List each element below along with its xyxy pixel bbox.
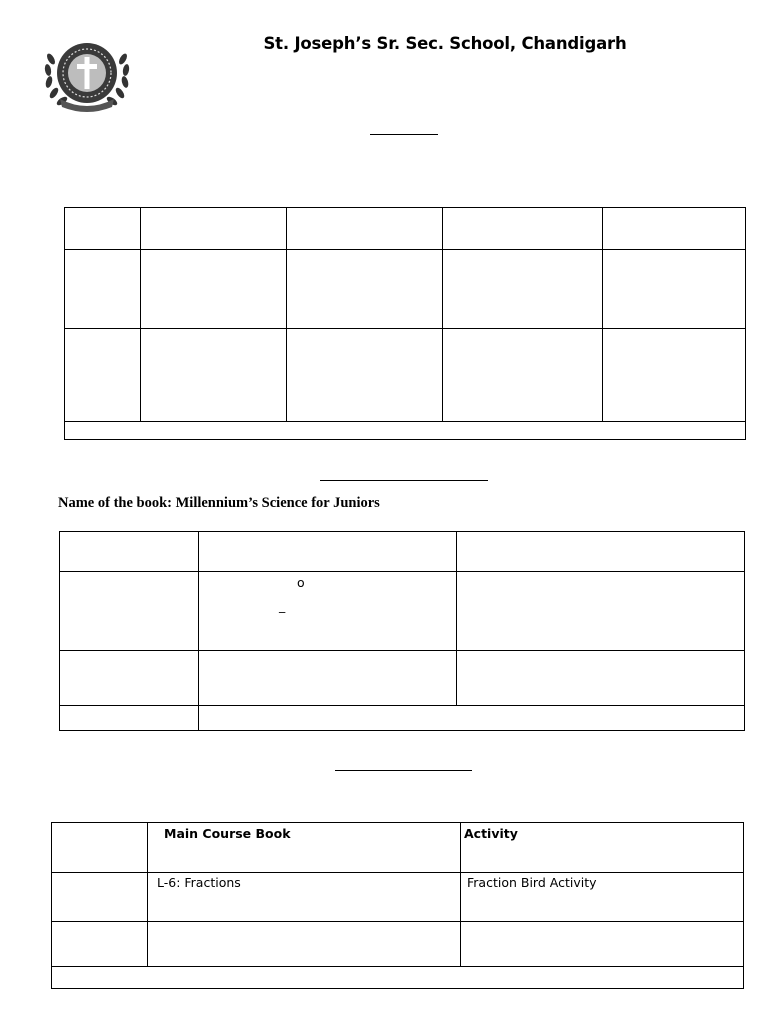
science-row1-mark-dash: _ [279, 598, 286, 613]
science-row1-mark-o: o [297, 575, 305, 590]
book-name-label: Name of the book: Millennium’s Science for Juniors [58, 495, 380, 511]
maths-header-activity: Activity [464, 826, 518, 841]
maths-row1-activity: Fraction Bird Activity [467, 875, 597, 890]
maths-header-main-course-book: Main Course Book [164, 826, 291, 841]
school-name: St. Joseph’s Sr. Sec. School, Chandigarh [263, 34, 627, 53]
maths-row1-chapter: L-6: Fractions [157, 875, 241, 890]
